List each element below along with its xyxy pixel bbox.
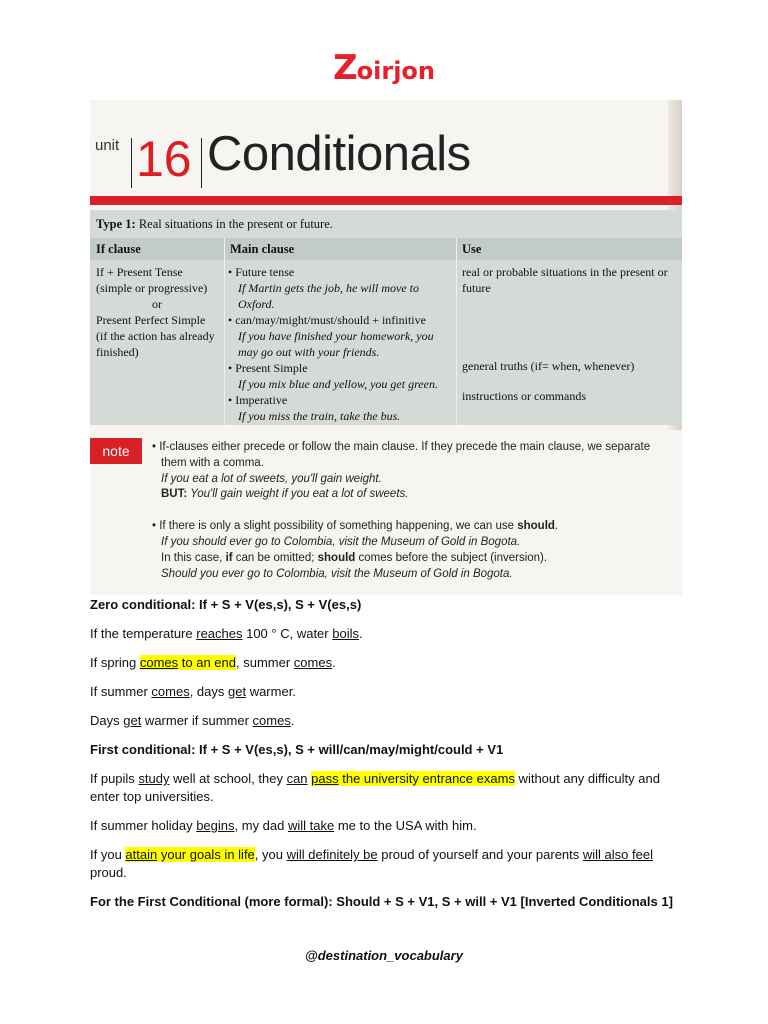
header-use: Use bbox=[462, 242, 482, 256]
table-header-row bbox=[90, 238, 682, 260]
zero-example-1: If the temperature reaches 100 ° C, water boils. bbox=[90, 626, 363, 641]
note-example: If you should ever go to Colombia, visit the Museum of Gold in Bogota. bbox=[161, 535, 521, 548]
header-main-clause: Main clause bbox=[230, 242, 295, 256]
cell-line: finished) bbox=[96, 345, 139, 359]
example-line: may go out with your friends. bbox=[238, 345, 380, 359]
unit-title: Conditionals bbox=[207, 127, 471, 181]
title-rule bbox=[90, 196, 682, 205]
cell-line: future bbox=[462, 281, 491, 295]
note-line: • If-clauses either precede or follow the main clause. If they precede the main clause, we separate bbox=[152, 441, 651, 453]
zero-conditional-heading: Zero conditional: If + S + V(es,s), S + V(es,s) bbox=[90, 597, 362, 612]
divider bbox=[131, 138, 132, 188]
main-clause-cell bbox=[228, 264, 456, 424]
note-line: • If there is only a slight possibility of something happening, we can use bbox=[152, 520, 518, 533]
unit-label: unit bbox=[95, 137, 120, 154]
bullet-present-simple: • Present Simple bbox=[228, 361, 308, 375]
note-line: comes before the subject (inversion). bbox=[355, 551, 548, 564]
use-cell bbox=[462, 264, 680, 403]
footer-handle: @destination_vocabulary bbox=[305, 948, 463, 963]
cell-line: general truths (if= when, whenever) bbox=[462, 359, 635, 373]
cell-line: (if the action has already bbox=[96, 329, 215, 343]
logo-z: Z bbox=[332, 48, 357, 88]
caption-text: Real situations in the present or future. bbox=[135, 217, 333, 231]
note-line: . bbox=[554, 520, 559, 533]
example-line: If you miss the train, take the bus. bbox=[238, 409, 401, 423]
note-example: Should you ever go to Colombia, visit the Museum of Gold in Bogota. bbox=[161, 567, 513, 580]
cell-line: Present Perfect Simple bbox=[96, 313, 206, 327]
unit-number: 16 bbox=[136, 131, 192, 187]
cell-line: real or probable situations in the present or bbox=[462, 265, 668, 279]
caption-bold: Type 1: bbox=[96, 217, 136, 231]
column-divider bbox=[224, 238, 225, 425]
note-example: If you eat a lot of sweets, you'll gain weight. bbox=[161, 472, 382, 485]
note-label: note bbox=[90, 438, 142, 464]
cell-line: instructions or commands bbox=[462, 389, 586, 403]
note-text bbox=[152, 440, 678, 582]
book-page-scan bbox=[90, 100, 682, 595]
bullet-imperative: • Imperative bbox=[228, 393, 288, 407]
if-clause-cell bbox=[96, 264, 222, 360]
note-example: You'll gain weight if you eat a lot of sweets. bbox=[187, 488, 409, 501]
example-line: If you mix blue and yellow, you get green. bbox=[238, 377, 438, 391]
note-line: them with a comma. bbox=[161, 456, 264, 469]
note-bold: should bbox=[317, 551, 356, 564]
zero-example-3: If summer comes, days get warmer. bbox=[90, 684, 296, 699]
header-if-clause: If clause bbox=[96, 242, 141, 256]
column-divider bbox=[456, 238, 457, 425]
zero-example-4: Days get warmer if summer comes. bbox=[90, 713, 295, 728]
bullet-modals: • can/may/might/must/should + infinitive bbox=[228, 313, 426, 327]
example-line: If Martin gets the job, he will move to bbox=[238, 281, 419, 295]
divider bbox=[201, 138, 202, 188]
bullet-future-tense: • Future tense bbox=[228, 265, 295, 279]
note-bold: if bbox=[225, 551, 233, 564]
note-line: can be omitted; bbox=[232, 551, 318, 564]
note-bold: BUT: bbox=[161, 488, 188, 501]
example-line: Oxford. bbox=[238, 297, 275, 311]
note-bold: should bbox=[517, 520, 555, 533]
first-example-2: If summer holiday begins, my dad will take me to the USA with him. bbox=[90, 818, 477, 833]
document-body bbox=[90, 596, 680, 922]
cell-line: or bbox=[152, 297, 162, 311]
cell-line: (simple or progressive) bbox=[96, 281, 208, 295]
note-line: In this case, bbox=[161, 551, 226, 564]
first-example-1: If pupils study well at school, they can pass the university entrance exams without any difficulty and enter top universities. bbox=[90, 771, 660, 804]
zoirjon-logo bbox=[0, 48, 768, 88]
cell-line: If + Present Tense bbox=[96, 265, 183, 279]
table-caption bbox=[96, 217, 333, 232]
example-line: If you have finished your homework, you bbox=[238, 329, 434, 343]
inverted-conditional-heading: For the First Conditional (more formal): Should + S + V1, S + will + V1 [Inverted Conditionals 1] bbox=[90, 894, 673, 909]
first-example-3: If you attain your goals in life, you will definitely be proud of yourself and your parents will also feel proud. bbox=[90, 847, 653, 880]
type1-table bbox=[90, 210, 682, 425]
logo-text: oirjon bbox=[356, 57, 435, 85]
zero-example-2: If spring comes to an end, summer comes. bbox=[90, 655, 336, 670]
first-conditional-heading: First conditional: If + S + V(es,s), S + will/can/may/might/could + V1 bbox=[90, 742, 504, 757]
